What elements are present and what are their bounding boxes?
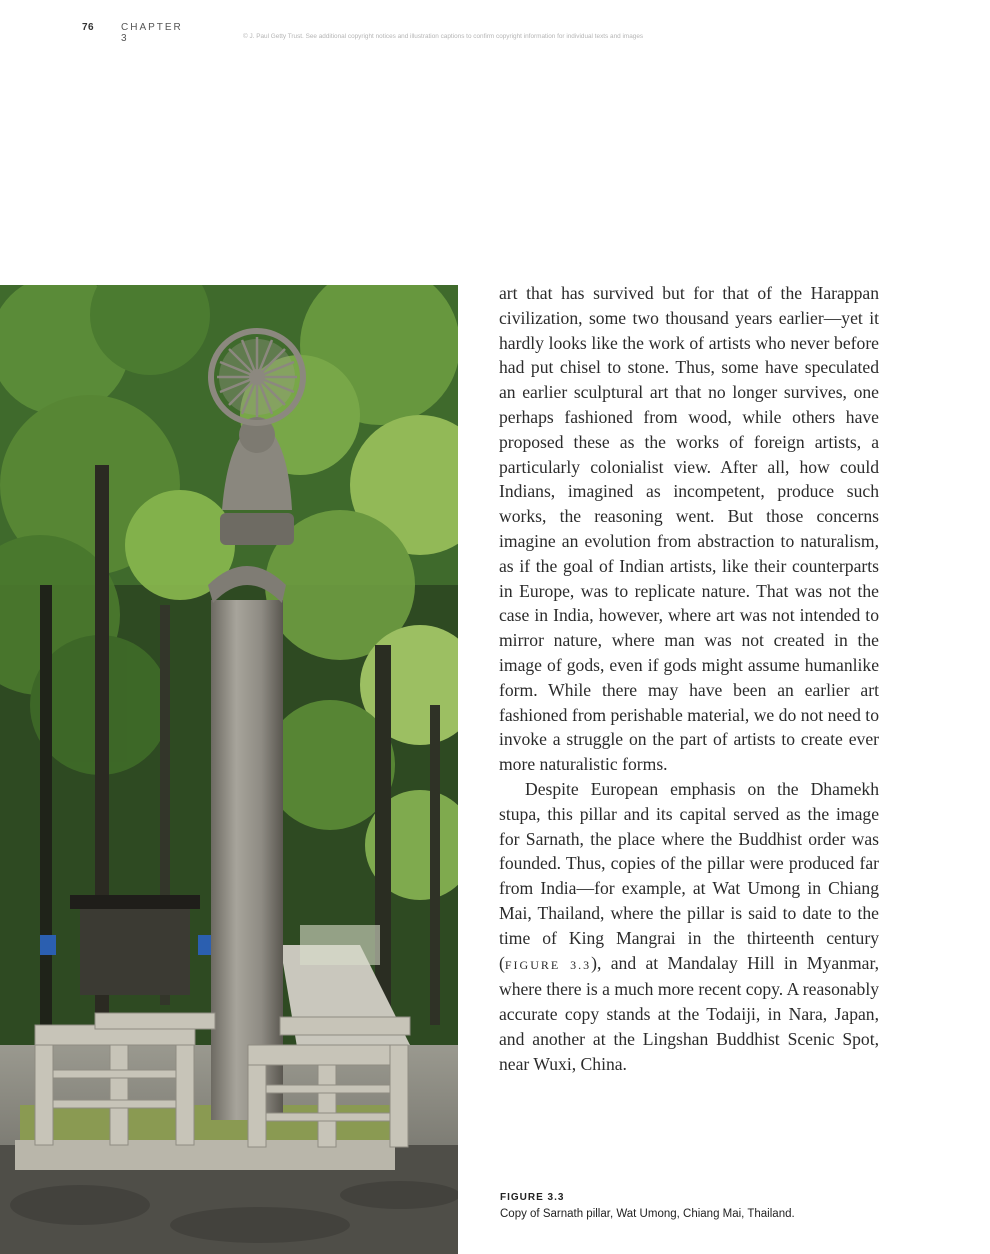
- copyright-notice: © J. Paul Getty Trust. See additional copyright notices and illustration captions to confirm copyright information for individual texts and images: [243, 33, 644, 40]
- paragraph-2: [499, 777, 879, 1077]
- figure-reference[interactable]: FIGURE 3.3: [504, 957, 592, 972]
- figure-photo: [0, 285, 458, 1254]
- figure-caption-text: Copy of Sarnath pillar, Wat Umong, Chiang Mai, Thailand.: [500, 1208, 795, 1220]
- paragraph-2-part-2: ), and at Mandalay Hill in Myanmar, where there is a much more recent copy. A reasonably accurate copy stands at the Todaiji, in Nara, Japan, and another at the Lingshan Buddhist Scenic Spot, near Wuxi, China.: [499, 952, 879, 1074]
- paragraph-1: art that has survived but for that of the Harappan civilization, some two thousand years earlier—yet it hardly looks like the work of artists who never before had put chisel to stone. Thus, some have speculated an earlier sculptural art that no longer survives, one perhaps fashioned from wood, while others have proposed these as the works of foreign artists, a particularly colonialist view. After all, how could Indians, imagined as incompetent, produce such works, the reasoning went. But those concerns imagine an evolution from abstraction to naturalism, as if the goal of Indian artists, like their counterparts in Europe, was to replicate nature. That was not the case in India, however, where art was not intended to mirror nature, where man was not created in the image of gods, even if gods might assume humanlike form. While there may have been an earlier art fashioned from perishable material, we do not need to invoke a struggle on the part of artists to create ever more naturalistic forms.: [499, 283, 879, 775]
- paragraph-2-part-1: Despite European emphasis on the Dhamekh stupa, this pillar and its capital served as the image for Sarnath, the place where the Buddhist order was founded. Thus, copies of the pillar were produced far from India—for example, at Wat Umong in Chiang Mai, Thailand, where the pillar is said to date to the time of King Mangrai in the thirteenth century (: [499, 778, 879, 973]
- figure-label: FIGURE 3.3: [500, 1192, 565, 1203]
- page-number: 76: [82, 22, 95, 33]
- figure-caption: [500, 1192, 920, 1220]
- chapter-label: CHAPTER 3: [121, 22, 183, 44]
- body-text: [499, 281, 879, 1077]
- sarnath-pillar-photo: [0, 285, 458, 1254]
